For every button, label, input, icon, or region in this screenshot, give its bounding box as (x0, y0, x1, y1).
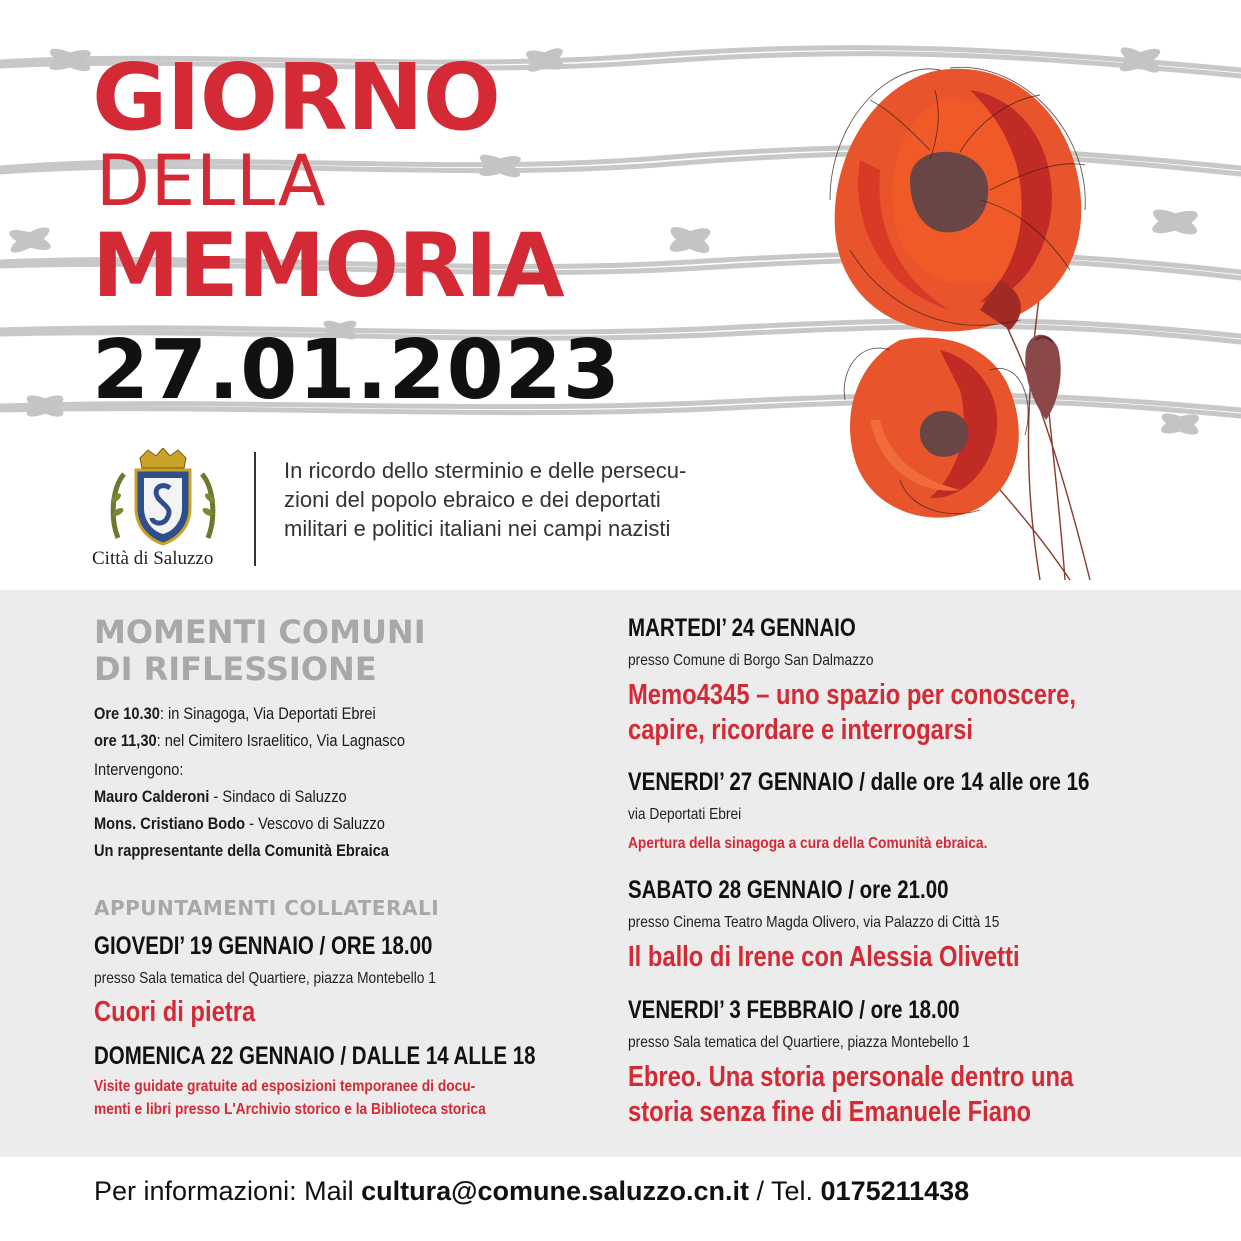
momenti-details (94, 700, 405, 864)
event-title-line: Memo4345 – uno spazio per conoscere, (628, 679, 1077, 711)
title-della: DELLA (96, 140, 327, 222)
subtitle-line: zioni del popolo ebraico e dei deportati (284, 487, 661, 512)
footer-prefix: Per informazioni: Mail (94, 1176, 362, 1206)
event-header: SABATO 28 GENNAIO / ore 21.00 (628, 876, 949, 904)
title-giorno: GIORNO (92, 44, 500, 151)
event-location: presso Sala tematica del Quartiere, piazza Montebello 1 (94, 970, 436, 987)
event-title: Il ballo di Irene con Alessia Olivetti (628, 941, 1020, 973)
contact-footer (94, 1176, 969, 1207)
schedule-time: ore 11,30 (94, 731, 157, 750)
subtitle-line: In ricordo dello sterminio e delle persecu- (284, 458, 687, 483)
event-title-line: capire, ricordare e interrogarsi (628, 714, 973, 746)
speaker-name: Un rappresentante della Comunità Ebraica (94, 841, 389, 860)
event-location: via Deportati Ebrei (628, 806, 742, 823)
schedule-time: Ore 10.30 (94, 704, 160, 723)
speaker-role: - Sindaco di Saluzzo (209, 787, 347, 806)
schedule-place: : nel Cimitero Israelitico, Via Lagnasco (156, 731, 405, 750)
event-title (628, 678, 1076, 748)
speaker-name: Mauro Calderoni (94, 787, 210, 806)
momenti-heading-line: DI RIFLESSIONE (94, 650, 377, 688)
schedule-line (94, 727, 405, 754)
momenti-heading (94, 614, 426, 688)
event-description-line: menti e libri presso L'Archivio storico e la Biblioteca storica (94, 1101, 486, 1118)
divider (254, 452, 256, 566)
collaterali-heading: APPUNTAMENTI COLLATERALI (94, 896, 440, 920)
event-header: MARTEDI’ 24 GENNAIO (628, 614, 856, 642)
intervengono-label: Intervengono: (94, 760, 184, 779)
event-title-line: storia senza fine di Emanuele Fiano (628, 1096, 1032, 1128)
event-location: presso Sala tematica del Quartiere, piazza Montebello 1 (628, 1034, 970, 1051)
schedule-line (94, 700, 405, 727)
event-header: VENERDI’ 27 GENNAIO / dalle ore 14 alle ore 16 (628, 768, 1090, 796)
event-date: 27.01.2023 (92, 323, 621, 418)
contact-phone[interactable]: 0175211438 (820, 1176, 970, 1206)
subtitle-line: militari e politici italiani nei campi nazisti (284, 516, 671, 541)
speaker-line (94, 783, 405, 810)
city-name: Città di Saluzzo (92, 548, 214, 569)
event-title-line: Ebreo. Una storia personale dentro una (628, 1061, 1074, 1093)
event-location: presso Comune di Borgo San Dalmazzo (628, 652, 874, 669)
city-crest-icon (104, 448, 222, 548)
event-description: Apertura della sinagoga a cura della Comunità ebraica. (628, 835, 988, 852)
footer-separator: / Tel. (748, 1176, 821, 1206)
event-description-line: Visite guidate gratuite ad esposizioni temporanee di docu- (94, 1078, 476, 1095)
speaker-name: Mons. Cristiano Bodo (94, 814, 246, 833)
title-memoria: MEMORIA (92, 214, 564, 317)
schedule-place: : in Sinagoga, Via Deportati Ebrei (159, 704, 376, 723)
event-title (628, 1060, 1073, 1130)
speaker-line (94, 810, 405, 837)
speaker-line (94, 837, 405, 864)
speaker-role: - Vescovo di Saluzzo (245, 814, 385, 833)
event-title: Cuori di pietra (94, 996, 256, 1028)
event-header: GIOVEDI’ 19 GENNAIO / ORE 18.00 (94, 932, 433, 960)
event-description (94, 1075, 486, 1121)
event-header: VENERDI’ 3 FEBBRAIO / ore 18.00 (628, 996, 960, 1024)
contact-email[interactable]: cultura@comune.saluzzo.cn.it (361, 1176, 749, 1206)
subtitle (284, 456, 724, 543)
event-location: presso Cinema Teatro Magda Olivero, via Palazzo di Città 15 (628, 914, 1000, 931)
event-header: DOMENICA 22 GENNAIO / DALLE 14 ALLE 18 (94, 1042, 536, 1070)
momenti-heading-line: MOMENTI COMUNI (94, 613, 426, 651)
poppy-flowers-icon (790, 40, 1110, 588)
